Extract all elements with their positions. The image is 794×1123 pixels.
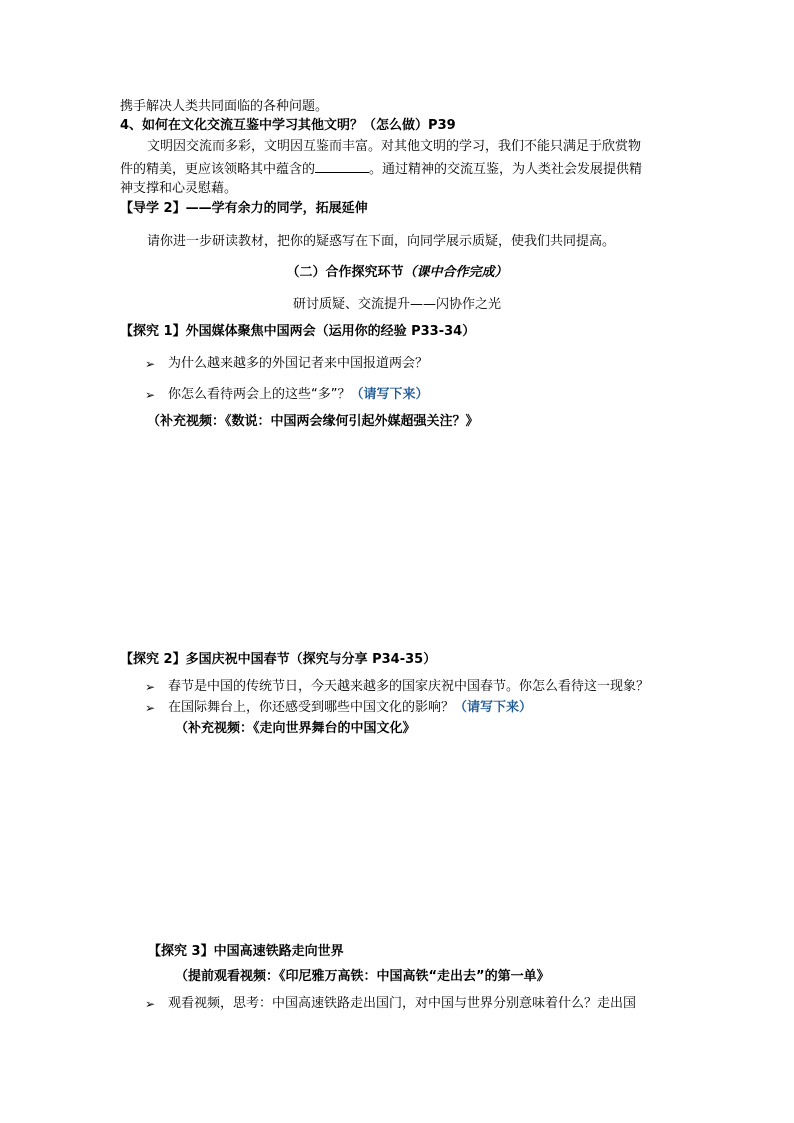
question-text: 在国际舞台上，你还感受到哪些中国文化的影响？	[168, 700, 455, 715]
video-note: （补充视频：《走向世界舞台的中国文化》	[175, 721, 416, 736]
video-note: （补充视频：《数说：中国两会缘何引起外媒超强关注？》	[147, 414, 479, 429]
section-subtitle: 研讨质疑、交流提升——闪协作之光	[292, 297, 501, 312]
bullet-icon: ➢	[145, 680, 156, 694]
explore-1-title: 【探究 1】外国媒体聚焦中国两会（运用你的经验 P33-34）	[120, 324, 476, 339]
question-item	[168, 699, 532, 717]
bullet-icon: ➢	[145, 388, 156, 402]
bullet-icon: ➢	[145, 997, 156, 1011]
question-item	[168, 386, 429, 404]
question-text: 你怎么看待两会上的这些“多”？	[168, 387, 351, 402]
write-down-note: （请写下来）	[454, 700, 533, 715]
answer-line	[120, 159, 642, 179]
section-title	[0, 264, 794, 282]
question-item: 观看视频，思考：中国高速铁路走出国门，对中国与世界分别意味着什么？走出国	[168, 996, 637, 1011]
bullet-icon: ➢	[145, 357, 156, 371]
answer-line: 神支撑和心灵慰藉。	[120, 181, 238, 196]
write-down-note: （请写下来）	[350, 387, 429, 402]
guide-body: 请你进一步研读教材，把你的疑惑写在下面，向同学展示质疑，使我们共同提高。	[147, 234, 616, 249]
answer-text: 件的精美，更应该领略其中蕴含的	[120, 162, 316, 177]
video-note: （提前观看视频：《印尼雅万高铁：中国高铁“走出去”的第一单》	[175, 969, 550, 984]
explore-3-title: 【探究 3】中国高速铁路走向世界	[148, 944, 344, 959]
section-title-note: （课中合作完成）	[403, 265, 508, 280]
guide-heading: 【导学 2】——学有余力的同学，拓展延伸	[120, 201, 368, 216]
answer-line: 文明因交流而多彩，文明因互鉴而丰富。对其他文明的学习，我们不能只满足于欣赏物	[147, 139, 642, 154]
explore-2-title: 【探究 2】多国庆祝中国春节（探究与分享 P34-35）	[120, 652, 437, 667]
question-item: 春节是中国的传统节日，今天越来越多的国家庆祝中国春节。你怎么看待这一现象？	[168, 679, 650, 694]
fill-blank[interactable]	[315, 159, 369, 173]
question-item: 为什么越来越多的外国记者来中国报道两会？	[168, 356, 429, 371]
text-line: 携手解决人类共同面临的各种问题。	[120, 99, 329, 114]
question-heading: 4、如何在文化交流互鉴中学习其他文明？（怎么做）P39	[120, 118, 456, 133]
bullet-icon: ➢	[145, 701, 156, 715]
section-title-text: （二）合作探究环节	[286, 265, 404, 280]
answer-text: 。通过精神的交流互鉴，为人类社会发展提供精	[369, 162, 643, 177]
